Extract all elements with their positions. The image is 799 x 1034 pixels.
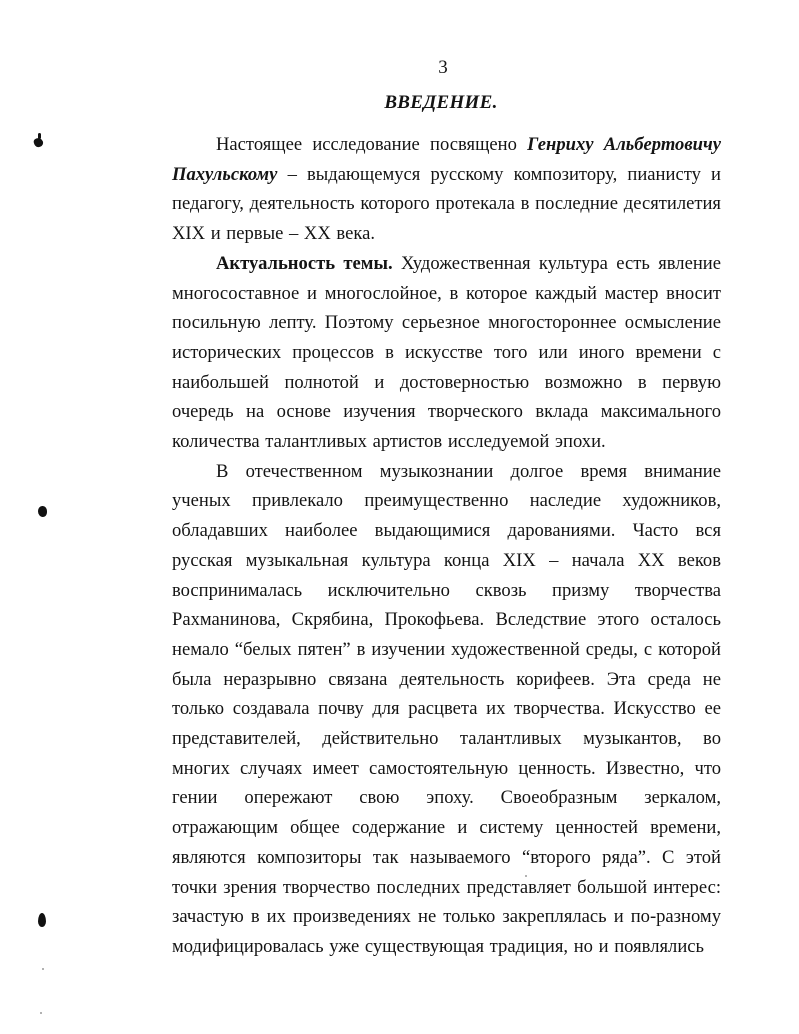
scan-blot (38, 913, 46, 927)
page-number: 3 (438, 57, 448, 78)
intro-text: Настоящее исследование посвящено (216, 134, 528, 155)
scan-speck (42, 968, 44, 970)
composer-name: Генриху Альбертовичу Пахульскому (172, 134, 721, 185)
scan-blot (38, 506, 47, 517)
section-heading: ВВЕДЕНИЕ. (384, 92, 498, 113)
scan-blot (33, 137, 45, 149)
paragraph-musicology (172, 457, 721, 962)
scan-speck (40, 1012, 42, 1014)
body-text (172, 130, 721, 962)
paragraph-intro (172, 130, 721, 249)
relevance-heading: Актуальность темы. (216, 252, 393, 274)
musicology-text: В отечественном музыкознании долгое время внимание ученых привлекало преимущественно наследие художников, обладавших наиболее выдающимися дарованиями. Часто вся русская музыкальная культура конца XIX – начала XX веков воспринималась исключительно сквозь призму творчества Рахманинова, Скрябина, Прокофьева. Вследствие этого осталось немало “белых пятен” в изучении художественной среды, с которой была неразрывно связана деятельность корифеев. Эта среда не только создавала почву для расцвета их творчества. Искусство ее представителей, действительно талантливых музыкантов, во многих случаях имеет самостоятельную ценность. Известно, что гении опережают свою эпоху. Своеобразным зеркалом, отражающим общее содержание и систему ценностей времени, являются композиторы так называемого “второго ряда”. С этой точки зрения творчество последних представляет большой интерес: зачастую в их произведениях не только закреплялась и по-разному модифицировалась уже существующая традиция, но и появлялись (172, 460, 721, 957)
intro-text-cont: – выдающемуся русскому композитору, пианисту и педагогу, деятельность которого протекала в последние десятилетия XIX и первые – XX века. (172, 163, 721, 245)
relevance-text: Художественная культура есть явление многосоставное и многослойное, в которое каждый мастер вносит посильную лепту. Поэтому серьезное многостороннее осмысление исторических процессов в искусстве того или иного времени с наибольшей полнотой и достоверностью возможно в первую очередь на основе изучения творческого вклада максимального количества талантливых артистов исследуемой эпохи. (172, 252, 721, 453)
paragraph-relevance (172, 249, 721, 457)
